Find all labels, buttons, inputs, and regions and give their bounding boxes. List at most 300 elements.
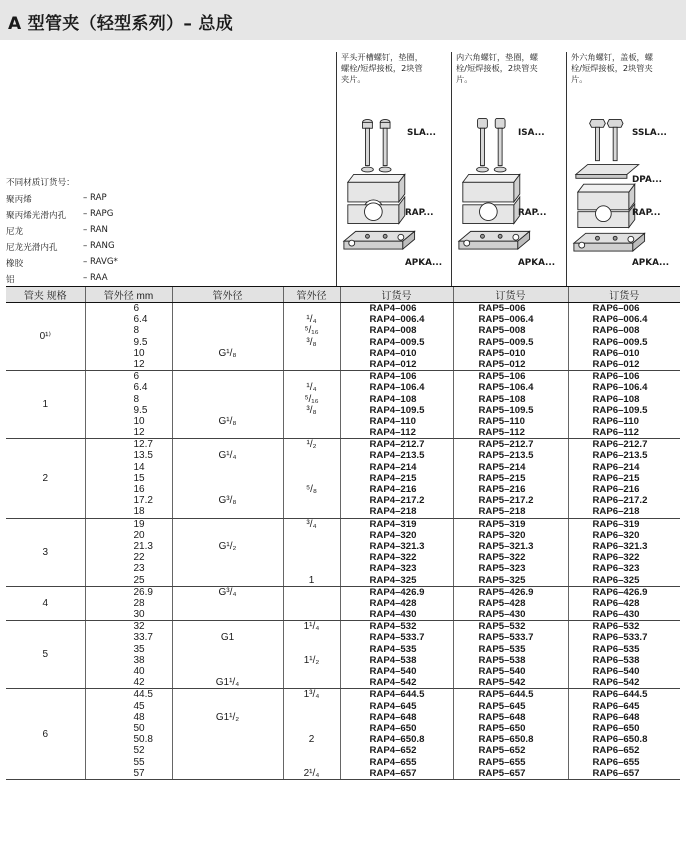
- order-code-1-line: RAP4–533.7: [369, 632, 425, 644]
- od-mm-cell-line: 9.5: [133, 404, 148, 416]
- od-inch-cell-line: 1³/₄: [303, 689, 320, 701]
- order-code-1-line: RAP4–322: [369, 552, 417, 564]
- od-inch-cell-line: 1: [308, 574, 315, 586]
- od-g-cell-line: [173, 655, 283, 666]
- page-title: A 型管夹（轻型系列）– 总成: [8, 14, 233, 34]
- assembly-drawing-socket: [453, 112, 563, 282]
- clamp-size-cell: 2: [6, 439, 85, 518]
- order-code-1-line: RAP4–535: [369, 643, 417, 655]
- order-code-3-line: RAP6–008: [592, 325, 640, 337]
- od-mm-cell-line: 52: [133, 745, 145, 757]
- order-code-2: [453, 439, 568, 518]
- od-inch-cell-line: [284, 666, 340, 677]
- od-inch-cell-line: [284, 644, 340, 655]
- order-code-2-line: RAP5–006: [478, 303, 526, 314]
- label-clamp-3: RAP...: [632, 208, 661, 218]
- order-code-1-line: RAP4–648: [369, 711, 417, 723]
- order-code-1-line: RAP4–655: [369, 756, 417, 768]
- order-code-3-line: RAP6–009.5: [592, 336, 648, 348]
- od-inch-cell-line: [284, 348, 340, 359]
- od-mm-cell: [85, 689, 172, 780]
- header-od-g: 管外径: [172, 287, 283, 303]
- order-code-3-line: RAP6–108: [592, 393, 640, 405]
- order-code-2-line: RAP5–215: [478, 472, 526, 484]
- od-mm-cell: [85, 518, 172, 586]
- od-mm-cell-line: 44.5: [133, 689, 153, 701]
- order-code-3-line: RAP6–217.2: [592, 495, 648, 507]
- od-mm-cell: [85, 586, 172, 621]
- order-code-2-line: RAP5–426.9: [478, 586, 534, 598]
- od-mm-cell-line: 26.9: [133, 586, 153, 598]
- od-mm-cell-line: 25: [133, 574, 145, 586]
- od-mm-cell: [85, 439, 172, 518]
- od-mm-cell-line: 33.7: [133, 632, 153, 644]
- od-inch-cell-line: [284, 757, 340, 768]
- order-code-2: [453, 518, 568, 586]
- column-divider: [451, 52, 452, 286]
- od-g-cell: [172, 621, 283, 689]
- od-g-cell-line: [173, 609, 283, 620]
- order-code-2-line: RAP5–652: [478, 745, 526, 757]
- od-g-cell-line: G1: [220, 632, 235, 644]
- table-row: [6, 371, 680, 439]
- table-row: [6, 518, 680, 586]
- order-code-3-line: RAP6–006: [592, 303, 640, 314]
- variant-desc-3: 外六角螺钉，盖板，螺 栓/短焊接板，2块管夹 片。: [571, 52, 653, 84]
- order-code-1: [340, 586, 453, 621]
- table-header-row: [6, 287, 680, 303]
- column-divider: [336, 52, 337, 286]
- order-code-3-line: RAP6–109.5: [592, 404, 648, 416]
- od-g-cell-line: [173, 337, 283, 348]
- order-code-1-line: RAP4–430: [369, 609, 417, 621]
- order-code-1-line: RAP4–009.5: [369, 336, 425, 348]
- order-code-3-line: RAP6–540: [592, 666, 640, 677]
- order-code-2-line: RAP5–533.7: [478, 632, 534, 644]
- order-code-3-line: RAP6–322: [592, 552, 640, 564]
- order-code-2: [453, 303, 568, 371]
- od-mm-cell-line: 10: [133, 347, 145, 359]
- od-mm-cell-line: 9.5: [133, 336, 148, 348]
- od-mm-cell: [85, 371, 172, 439]
- od-inch-cell-line: ¹/₄: [306, 382, 317, 394]
- od-g-cell-line: [173, 314, 283, 325]
- od-inch-cell-line: [284, 450, 340, 461]
- od-inch-cell-line: 2¹/₄: [303, 767, 320, 779]
- od-mm-cell-line: 15: [133, 472, 145, 484]
- od-g-cell: [172, 439, 283, 518]
- od-inch-cell-line: [284, 701, 340, 712]
- od-inch-cell-line: ³/₈: [306, 336, 317, 348]
- order-code-2-line: RAP5–538: [478, 654, 526, 666]
- od-inch-cell: [283, 586, 340, 621]
- label-plate-2: APKA...: [518, 258, 556, 268]
- od-inch-cell-line: [284, 541, 340, 552]
- order-code-2-line: RAP5–108: [478, 393, 526, 405]
- order-code-3-line: RAP6–213.5: [592, 450, 648, 462]
- od-inch-cell: [283, 371, 340, 439]
- order-code-2-line: RAP5–218: [478, 506, 526, 518]
- od-g-cell-line: [173, 382, 283, 393]
- order-code-1-line: RAP4–112: [369, 427, 416, 439]
- od-inch-cell-line: [284, 609, 340, 620]
- od-g-cell-line: G³/₄: [218, 586, 237, 598]
- order-code-1-line: RAP4–542: [369, 677, 417, 689]
- order-code-1-line: RAP4–644.5: [369, 689, 425, 701]
- table-row: [6, 586, 680, 621]
- order-code-1-line: RAP4–319: [369, 518, 417, 530]
- order-code-1: [340, 439, 453, 518]
- od-g-cell-line: G¹/₈: [218, 415, 237, 427]
- order-code-3-line: RAP6–320: [592, 529, 640, 541]
- od-inch-cell-line: [284, 371, 340, 382]
- od-inch-cell: [283, 303, 340, 371]
- od-mm-cell-line: 50: [133, 722, 145, 734]
- order-code-2-line: RAP5–650.8: [478, 734, 534, 746]
- order-code-2-line: RAP5–213.5: [478, 450, 534, 462]
- od-inch-cell-line: ¹/₂: [306, 439, 317, 451]
- order-code-1-line: RAP4–538: [369, 654, 417, 666]
- order-code-2-line: RAP5–112: [478, 427, 525, 439]
- od-mm-cell-line: 12.7: [133, 439, 153, 451]
- table-row: [6, 621, 680, 689]
- order-code-3-line: RAP6–652: [592, 745, 640, 757]
- od-g-cell-line: [173, 473, 283, 484]
- order-code-3-line: RAP6–645: [592, 700, 640, 712]
- order-code-2-line: RAP5–650: [478, 722, 526, 734]
- clamp-size-cell: 3: [6, 518, 85, 586]
- od-g-cell-line: G1¹/₄: [215, 677, 240, 689]
- order-code-1-line: RAP4–657: [369, 767, 417, 779]
- order-code-1-line: RAP4–214: [369, 461, 417, 473]
- order-code-3-line: RAP6–218: [592, 506, 640, 518]
- order-code-3-line: RAP6–323: [592, 563, 640, 575]
- od-inch-cell-line: [284, 552, 340, 563]
- order-code-3-line: RAP6–012: [592, 358, 640, 370]
- order-code-1-line: RAP4–540: [369, 666, 417, 677]
- order-code-3-line: RAP6–428: [592, 597, 640, 609]
- order-code-1-line: RAP4–006.4: [369, 314, 425, 326]
- order-code-1-line: RAP4–006: [369, 303, 417, 314]
- od-mm-cell-line: 55: [133, 756, 145, 768]
- header-od-inch: 管外径: [283, 287, 340, 303]
- header-order-1: 订货号: [340, 287, 453, 303]
- od-mm-cell-line: 8: [133, 325, 140, 337]
- od-inch-cell-line: [284, 745, 340, 756]
- order-code-3-line: RAP6–648: [592, 711, 640, 723]
- order-code-2: [453, 586, 568, 621]
- od-g-cell: [172, 586, 283, 621]
- order-code-1-line: RAP4–217.2: [369, 495, 425, 507]
- od-mm-cell-line: 21.3: [133, 540, 153, 552]
- order-code-1-line: RAP4–218: [369, 506, 417, 518]
- od-inch-cell-line: 1¹/₄: [303, 621, 320, 633]
- od-g-cell-line: G¹/₈: [218, 347, 237, 359]
- order-code-3-line: RAP6–321.3: [592, 540, 648, 552]
- od-g-cell-line: [173, 405, 283, 416]
- order-code-3-line: RAP6–010: [592, 347, 640, 359]
- order-code-2-line: RAP5–216: [478, 484, 526, 495]
- order-code-2-line: RAP5–109.5: [478, 404, 534, 416]
- od-mm-cell-line: 20: [133, 529, 145, 541]
- order-code-3-line: RAP6–655: [592, 756, 640, 768]
- od-mm-cell-line: 18: [133, 506, 145, 518]
- od-g-cell-line: [173, 530, 283, 541]
- od-g-cell-line: G¹/₂: [218, 540, 237, 552]
- od-mm-cell-line: 8: [133, 393, 140, 405]
- od-mm-cell: [85, 303, 172, 371]
- order-code-2-line: RAP5–319: [478, 518, 526, 530]
- label-cover-3: DPA...: [632, 175, 662, 185]
- order-code-1: [340, 689, 453, 780]
- order-code-2-line: RAP5–645: [478, 700, 526, 712]
- order-code-3-line: RAP6–538: [592, 654, 640, 666]
- clamp-size-cell: 1: [6, 371, 85, 439]
- od-inch-cell-line: ³/₄: [306, 518, 317, 530]
- od-g-cell-line: [173, 359, 283, 370]
- od-g-cell: [172, 689, 283, 780]
- od-g-cell-line: [173, 689, 283, 700]
- order-code-3-line: RAP6–325: [592, 574, 640, 586]
- order-code-3-line: RAP6–212.7: [592, 439, 648, 451]
- order-code-3: [568, 371, 680, 439]
- od-inch-cell-line: ⁵/₁₆: [304, 325, 319, 337]
- od-g-cell-line: [173, 519, 283, 530]
- order-code-1: [340, 303, 453, 371]
- od-g-cell-line: G³/₈: [218, 495, 237, 507]
- order-code-3-line: RAP6–106: [592, 371, 640, 383]
- od-mm-cell-line: 6.4: [133, 382, 148, 394]
- od-inch-cell-line: ⁵/₁₆: [304, 393, 319, 405]
- order-code-2-line: RAP5–321.3: [478, 540, 534, 552]
- order-code-2-line: RAP5–532: [478, 621, 526, 633]
- od-mm-cell-line: 50.8: [133, 734, 153, 746]
- order-code-1-line: RAP4–008: [369, 325, 417, 337]
- order-code-1-line: RAP4–108: [369, 393, 417, 405]
- od-g-cell-line: [173, 484, 283, 495]
- od-g-cell-line: [173, 563, 283, 574]
- order-code-1: [340, 518, 453, 586]
- order-code-3-line: RAP6–657: [592, 767, 640, 779]
- order-code-1-line: RAP4–215: [369, 472, 417, 484]
- od-inch-cell: [283, 439, 340, 518]
- label-screw-3: SSLA...: [632, 128, 667, 138]
- clamp-size-cell: 4: [6, 586, 85, 621]
- order-code-2-line: RAP5–322: [478, 552, 526, 564]
- od-mm-cell-line: 32: [133, 621, 145, 633]
- od-inch-cell-line: [284, 723, 340, 734]
- order-code-1-line: RAP4–106.4: [369, 382, 425, 394]
- od-mm-cell-line: 38: [133, 654, 145, 666]
- header-size: 管夹 规格: [6, 287, 85, 303]
- od-g-cell-line: [173, 666, 283, 677]
- order-code-1-line: RAP4–650: [369, 722, 417, 734]
- od-g-cell-line: [173, 371, 283, 382]
- od-inch-cell: [283, 621, 340, 689]
- od-inch-cell-line: [284, 677, 340, 688]
- od-g-cell-line: [173, 757, 283, 768]
- od-mm-cell-line: 6: [133, 303, 140, 314]
- od-inch-cell-line: [284, 427, 340, 438]
- od-g-cell: [172, 371, 283, 439]
- variant-desc-2: 内六角螺钉，垫圈，螺 栓/短焊接板，2块管夹 片。: [456, 52, 538, 84]
- od-g-cell-line: G1¹/₂: [215, 711, 240, 723]
- od-g-cell-line: [173, 644, 283, 655]
- title-bar: [0, 0, 686, 40]
- order-code-3-line: RAP6–532: [592, 621, 640, 633]
- od-mm-cell-line: 22: [133, 552, 145, 564]
- order-code-1-line: RAP4–321.3: [369, 540, 425, 552]
- order-code-3-line: RAP6–112: [592, 427, 639, 439]
- order-code-2-line: RAP5–106.4: [478, 382, 534, 394]
- od-inch-cell-line: [284, 587, 340, 598]
- order-code-1-line: RAP4–213.5: [369, 450, 425, 462]
- order-code-2-line: RAP5–657: [478, 767, 526, 779]
- order-code-2-line: RAP5–214: [478, 461, 526, 473]
- order-code-3-line: RAP6–542: [592, 677, 640, 689]
- od-g-cell-line: [173, 427, 283, 438]
- label-screw-2: ISA...: [518, 128, 545, 138]
- order-code-1-line: RAP4–645: [369, 700, 417, 712]
- od-g-cell-line: [173, 325, 283, 336]
- od-mm-cell-line: 42: [133, 677, 145, 689]
- label-plate-1: APKA...: [405, 258, 443, 268]
- clamp-size-cell: 5: [6, 621, 85, 689]
- label-clamp-1: RAP...: [405, 208, 434, 218]
- order-code-2-line: RAP5–323: [478, 563, 526, 575]
- order-code-1-line: RAP4–010: [369, 347, 417, 359]
- order-code-1-line: RAP4–110: [369, 415, 416, 427]
- od-inch-cell-line: [284, 462, 340, 473]
- od-g-cell-line: [173, 734, 283, 745]
- order-code-1-line: RAP4–106: [369, 371, 417, 383]
- od-g-cell-line: [173, 598, 283, 609]
- od-mm-cell-line: 57: [133, 767, 145, 779]
- order-code-3-line: RAP6–215: [592, 472, 640, 484]
- od-mm-cell-line: 13.5: [133, 450, 153, 462]
- od-g-cell-line: [173, 701, 283, 712]
- order-code-1-line: RAP4–325: [369, 574, 417, 586]
- order-code-3-line: RAP6–214: [592, 461, 640, 473]
- od-mm-cell-line: 30: [133, 609, 145, 621]
- order-code-1-line: RAP4–428: [369, 597, 417, 609]
- od-inch-cell: [283, 518, 340, 586]
- order-code-2-line: RAP5–012: [478, 358, 526, 370]
- order-code-3-line: RAP6–650.8: [592, 734, 648, 746]
- od-g-cell-line: [173, 439, 283, 450]
- od-g-cell-line: [173, 303, 283, 314]
- od-g-cell-line: [173, 621, 283, 632]
- od-inch-cell-line: ⁵/₈: [305, 484, 318, 495]
- order-code-1-line: RAP4–652: [369, 745, 417, 757]
- od-mm-cell-line: 14: [133, 461, 145, 473]
- od-inch-cell-line: [284, 506, 340, 517]
- od-g-cell: [172, 303, 283, 371]
- header-order-2: 订货号: [453, 287, 568, 303]
- order-code-3: [568, 621, 680, 689]
- od-g-cell-line: [173, 552, 283, 563]
- label-plate-3: APKA...: [632, 258, 670, 268]
- order-code-3-line: RAP6–106.4: [592, 382, 648, 394]
- order-code-1-line: RAP4–320: [369, 529, 417, 541]
- label-clamp-2: RAP...: [518, 208, 547, 218]
- order-code-3-line: RAP6–006.4: [592, 314, 648, 326]
- order-code-2-line: RAP5–217.2: [478, 495, 534, 507]
- od-inch-cell-line: ³/₈: [306, 404, 317, 416]
- order-code-2-line: RAP5–535: [478, 643, 526, 655]
- order-code-2: [453, 689, 568, 780]
- table-row: [6, 303, 680, 371]
- order-code-3-line: RAP6–644.5: [592, 689, 648, 701]
- od-inch-cell-line: 1¹/₂: [303, 654, 320, 666]
- order-code-2-line: RAP5–648: [478, 711, 526, 723]
- order-code-2-line: RAP5–430: [478, 609, 526, 621]
- order-code-2-line: RAP5–540: [478, 666, 526, 677]
- order-code-2-line: RAP5–644.5: [478, 689, 534, 701]
- order-code-2-line: RAP5–325: [478, 574, 526, 586]
- order-code-3: [568, 518, 680, 586]
- order-code-3-line: RAP6–216: [592, 484, 640, 495]
- od-mm-cell-line: 16: [133, 484, 145, 495]
- order-code-3-line: RAP6–535: [592, 643, 640, 655]
- od-g-cell: [172, 518, 283, 586]
- order-code-3: [568, 303, 680, 371]
- order-code-2: [453, 621, 568, 689]
- od-g-cell-line: [173, 394, 283, 405]
- od-inch-cell-line: [284, 473, 340, 484]
- order-code-1-line: RAP4–109.5: [369, 404, 425, 416]
- order-code-2-line: RAP5–010: [478, 347, 526, 359]
- od-inch-cell-line: [284, 712, 340, 723]
- od-mm-cell-line: 40: [133, 666, 145, 677]
- od-inch-cell-line: [284, 416, 340, 427]
- order-code-1-line: RAP4–212.7: [369, 439, 425, 451]
- order-code-1-line: RAP4–532: [369, 621, 417, 633]
- od-inch-cell-line: 2: [308, 734, 315, 746]
- label-screw-1: SLA...: [407, 128, 436, 138]
- od-inch-cell-line: [284, 359, 340, 370]
- order-code-3: [568, 439, 680, 518]
- header-od-mm: 管外径 mm: [85, 287, 172, 303]
- od-inch-cell: [283, 689, 340, 780]
- order-code-2-line: RAP5–428: [478, 597, 526, 609]
- order-code-3-line: RAP6–319: [592, 518, 640, 530]
- od-inch-cell-line: [284, 495, 340, 506]
- od-inch-cell-line: ¹/₄: [306, 314, 317, 326]
- od-mm-cell-line: 19: [133, 518, 145, 530]
- od-inch-cell-line: [284, 563, 340, 574]
- order-code-3-line: RAP6–430: [592, 609, 640, 621]
- order-code-3-line: RAP6–650: [592, 722, 640, 734]
- od-g-cell-line: [173, 745, 283, 756]
- od-inch-cell-line: [284, 598, 340, 609]
- order-table: [6, 286, 680, 780]
- order-code-1-line: RAP4–323: [369, 563, 417, 575]
- order-code-2-line: RAP5–655: [478, 756, 526, 768]
- od-mm-cell-line: 6: [133, 371, 140, 383]
- order-code-1-line: RAP4–216: [369, 484, 417, 495]
- od-mm-cell-line: 23: [133, 563, 145, 575]
- od-mm-cell-line: 45: [133, 700, 145, 712]
- od-g-cell-line: [173, 462, 283, 473]
- order-code-2-line: RAP5–212.7: [478, 439, 534, 451]
- order-code-3-line: RAP6–533.7: [592, 632, 648, 644]
- order-code-1-line: RAP4–012: [369, 358, 417, 370]
- od-g-cell-line: [173, 723, 283, 734]
- od-mm-cell-line: 48: [133, 711, 145, 723]
- od-inch-cell-line: [284, 303, 340, 314]
- od-g-cell-line: G¹/₄: [218, 450, 237, 462]
